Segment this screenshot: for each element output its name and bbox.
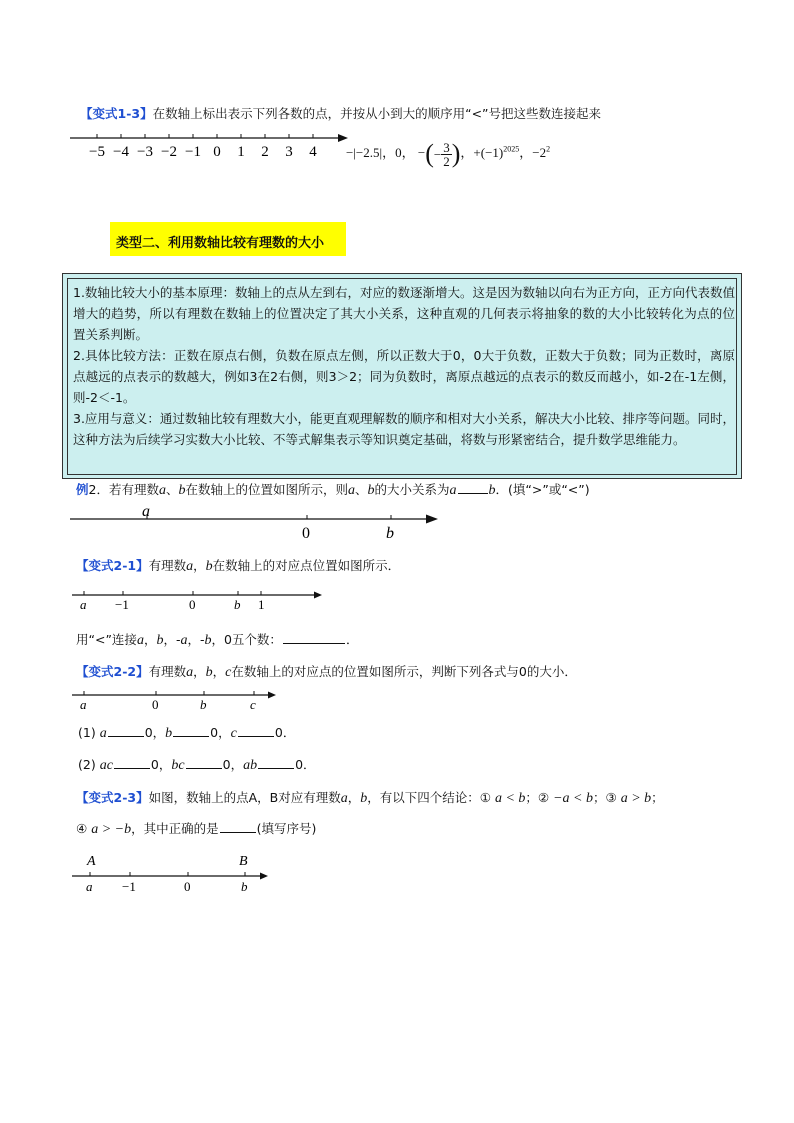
tick-label: −2 bbox=[161, 144, 177, 160]
variant-tag: 【变式1-3】 bbox=[80, 106, 153, 121]
answer-blank[interactable] bbox=[220, 820, 256, 833]
question-text: 在数轴上的对应点的位置如图所示，判断下列各式与0的大小． bbox=[231, 664, 577, 679]
number-line-2-3 bbox=[72, 850, 272, 896]
point-A-label: A bbox=[87, 854, 96, 869]
answer-blank[interactable] bbox=[458, 481, 488, 494]
number-power: ，+(−1) bbox=[460, 144, 504, 160]
expr-bc: bc bbox=[171, 758, 185, 773]
example-2-question bbox=[76, 480, 590, 499]
var-a: a bbox=[348, 483, 355, 498]
var-b: b bbox=[205, 559, 213, 574]
answer-blank[interactable] bbox=[283, 631, 345, 644]
number-line-1-3 bbox=[70, 130, 355, 162]
variant-2-3-line-2: ④ a > −b，其中正确的是 (填写序号) bbox=[76, 821, 317, 837]
answer-blank[interactable] bbox=[108, 724, 144, 737]
label-zero: 0 bbox=[302, 525, 310, 542]
variant-2-2-part-2: (2) ac 0，bc 0，ab 0． bbox=[78, 757, 316, 773]
zero: 0 bbox=[150, 757, 159, 772]
question-text: (填写序号) bbox=[256, 821, 317, 836]
tip-application: 3.应用与意义：通过数轴比较有理数大小，能更直观理解数的顺序和相对大小关系，解决大小比较、排序等问题。同时，这种方法为后续学习实数大小比较、不等式解集表示等知识奠定基础，将数与形紧密结合，提升数学思维能力。 bbox=[73, 411, 735, 447]
question-text: ．(填“>”或“<”) bbox=[495, 482, 590, 497]
variant-2-2-part-1: (1) a 0，b 0，c 0． bbox=[78, 725, 296, 741]
tick-label: −1 bbox=[185, 144, 201, 160]
conclusion-4: a > −b bbox=[91, 822, 132, 837]
label-minus-one: −1 bbox=[115, 597, 129, 612]
question-text: 有理数 bbox=[148, 558, 187, 573]
label-b: b bbox=[386, 525, 394, 542]
label-c: c bbox=[250, 697, 256, 712]
axis-arrow bbox=[268, 692, 276, 699]
question-text: 如图，数轴上的点A，B对应有理数 bbox=[148, 790, 341, 805]
number-square: ，−2 bbox=[519, 144, 547, 160]
answer-blank[interactable] bbox=[258, 756, 294, 769]
label-a: a bbox=[80, 697, 87, 712]
var-b: b bbox=[204, 633, 212, 648]
separator: 、 bbox=[355, 482, 368, 497]
example-tag: 例 bbox=[76, 482, 89, 497]
var-b: b bbox=[178, 483, 186, 498]
question-text: 在数轴上的位置如图所示，则 bbox=[185, 482, 348, 497]
label-zero: 0 bbox=[189, 597, 196, 612]
zero: 0 bbox=[210, 725, 219, 740]
answer-blank[interactable] bbox=[114, 756, 150, 769]
point-B-label: B bbox=[239, 854, 248, 869]
tick-label: 3 bbox=[285, 144, 293, 160]
period: ． bbox=[345, 632, 359, 647]
label-b: b bbox=[241, 879, 248, 894]
tick-label: 1 bbox=[237, 144, 245, 160]
tick-label: 4 bbox=[309, 144, 317, 160]
var-a: a bbox=[99, 726, 107, 741]
fraction-numerator: 3 bbox=[443, 139, 450, 155]
variant-2-1-task: 用“<”连接a，b，-a，-b，0五个数： ． bbox=[76, 632, 359, 648]
question-text: ，- bbox=[187, 632, 205, 647]
var-b: b bbox=[156, 633, 164, 648]
question-text: 用“<”连接 bbox=[76, 632, 137, 647]
variant-2-2-heading: 【变式2-2】有理数a，b，c在数轴上的对应点的位置如图所示，判断下列各式与0的大小． bbox=[76, 664, 577, 680]
axis-arrow bbox=[314, 592, 322, 599]
label-a: a bbox=[86, 879, 93, 894]
var-a: a bbox=[340, 791, 348, 806]
var-c: c bbox=[230, 726, 237, 741]
variant-2-3-line-1: 【变式2-3】如图，数轴上的点A，B对应有理数a，b，有以下四个结论：① a < b；② −a < b；③ a > b； bbox=[76, 790, 664, 806]
part-number: (1) bbox=[78, 725, 96, 740]
zero: 0 bbox=[295, 757, 304, 772]
question-text: ，有以下四个结论：① bbox=[367, 790, 491, 805]
question-text: 在数轴上的对应点位置如图所示． bbox=[212, 558, 401, 573]
label-a: a bbox=[142, 506, 150, 520]
conclusion-2: −a < b bbox=[553, 791, 593, 806]
number-line-2-2 bbox=[72, 688, 282, 714]
var-a: a bbox=[186, 665, 194, 680]
var-b: b bbox=[488, 483, 496, 498]
var-a: a bbox=[186, 559, 194, 574]
var-b: b bbox=[360, 791, 368, 806]
answer-blank[interactable] bbox=[173, 724, 209, 737]
axis-arrow bbox=[260, 873, 268, 880]
expr-ab: ab bbox=[243, 758, 258, 773]
fraction-denominator: 2 bbox=[443, 153, 450, 169]
power-exponent: 2025 bbox=[503, 144, 520, 154]
var-a: a bbox=[449, 483, 457, 498]
number-line-ex2 bbox=[70, 506, 445, 546]
variant-2-1-heading: 【变式2-1】有理数a，b在数轴上的对应点位置如图所示． bbox=[76, 558, 401, 574]
question-text: ，- bbox=[163, 632, 181, 647]
var-b: b bbox=[205, 665, 213, 680]
expr-ac: ac bbox=[99, 758, 113, 773]
conclusion-1: a < b bbox=[494, 791, 526, 806]
variant-tag: 【变式2-2】 bbox=[76, 664, 149, 679]
part-number: (2) bbox=[78, 757, 96, 772]
type-2-banner bbox=[110, 222, 346, 256]
tick-label: −4 bbox=[113, 144, 129, 160]
tips-inner-border bbox=[67, 278, 737, 475]
number-line-2-1 bbox=[72, 588, 327, 614]
tip-principle: 1.数轴比较大小的基本原理：数轴上的点从左到右，对应的数逐渐增大。这是因为数轴以向右为正方向，正方向代表数值增大的趋势，所以有理数在数轴上的位置决定了其大小关系，这种直观的几何表示将抽象的数的大小比较转化为点的位置关系判断。 bbox=[73, 285, 735, 342]
label-a: a bbox=[80, 597, 87, 612]
type-2-title: 类型二、利用数轴比较有理数的大小 bbox=[116, 236, 325, 251]
tips-box bbox=[62, 273, 742, 479]
var-a: a bbox=[180, 633, 188, 648]
variant-tag: 【变式2-1】 bbox=[76, 558, 149, 573]
number-list: −|−2.5|，0， −(− $\frac{3}{2}$ )，$+(-1)^{2025}$，$-2^2$ bbox=[346, 139, 551, 169]
tip-method: 2.具体比较方法：正数在原点右侧，负数在原点左侧，所以正数大于0，0大于负数，正数大于负数；同为正数时，离原点越远的点表示的数越大，例如3在2右侧，则3＞2；同为负数时，离原点越远的点表示的数反而越小，如-2在-1左侧，则-2＜-1。 bbox=[73, 348, 735, 405]
question-text: ，0五个数： bbox=[211, 632, 282, 647]
zero: 0 bbox=[222, 757, 231, 772]
question-text: 在数轴上标出表示下列各数的点，并按从小到大的顺序用“<”号把这些数连接起来 bbox=[152, 106, 602, 121]
label-b: b bbox=[234, 597, 241, 612]
number-fraction-minus: − bbox=[417, 144, 426, 160]
answer-blank[interactable] bbox=[238, 724, 274, 737]
question-text: 2．若有理数 bbox=[88, 482, 159, 497]
var-b: b bbox=[367, 483, 375, 498]
label-b: b bbox=[200, 697, 207, 712]
zero: 0 bbox=[144, 725, 153, 740]
label-one: 1 bbox=[258, 597, 265, 612]
zero: 0 bbox=[274, 725, 283, 740]
label-zero: 0 bbox=[184, 879, 191, 894]
axis-arrow bbox=[426, 515, 438, 524]
label-zero: 0 bbox=[152, 697, 159, 712]
var-b: b bbox=[165, 726, 173, 741]
tick-label: −5 bbox=[89, 144, 105, 160]
question-text: ，其中正确的是 bbox=[131, 821, 219, 836]
tick-label: 2 bbox=[261, 144, 269, 160]
separator: 、 bbox=[165, 482, 179, 497]
variant-1-3-heading bbox=[80, 104, 601, 122]
var-a: a bbox=[158, 483, 166, 498]
square-exponent: 2 bbox=[546, 144, 551, 154]
conclusion-3: a > b bbox=[620, 791, 652, 806]
tick-label: −3 bbox=[137, 144, 153, 160]
answer-blank[interactable] bbox=[186, 756, 222, 769]
tick-label: 0 bbox=[213, 144, 221, 160]
question-text: 的大小关系为 bbox=[374, 482, 450, 497]
var-c: c bbox=[225, 665, 232, 680]
label-minus-one: −1 bbox=[122, 879, 136, 894]
question-text: 有理数 bbox=[148, 664, 187, 679]
var-a: a bbox=[136, 633, 144, 648]
number-abs: −|−2.5|，0， bbox=[346, 144, 415, 160]
variant-tag: 【变式2-3】 bbox=[76, 790, 149, 805]
